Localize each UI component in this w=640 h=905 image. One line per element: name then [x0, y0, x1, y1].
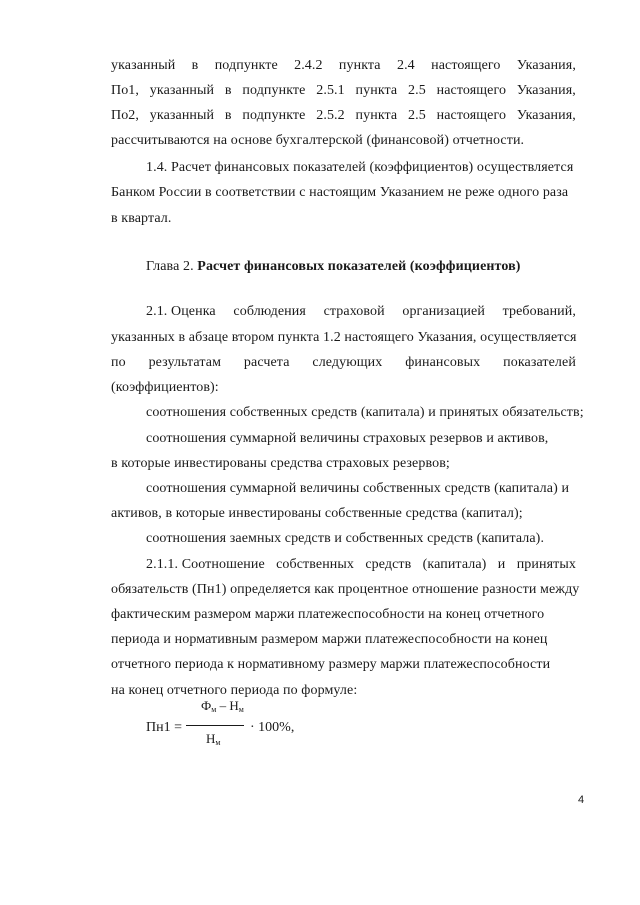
- word: подпункте: [242, 83, 306, 98]
- word: пункта: [338, 58, 381, 73]
- paragraph-line: в квартал.: [111, 211, 172, 226]
- list-item-continuation: активов, в которые инвестированы собственные средства (капитал);: [111, 506, 523, 521]
- list-item-continuation: в которые инвестированы средства страховых резервов;: [111, 456, 450, 471]
- word: по: [111, 355, 126, 370]
- word: принятых: [516, 557, 576, 572]
- word: 2.5: [408, 83, 426, 98]
- word: организацией: [402, 304, 485, 319]
- paragraph-line: Банком России в соответствии с настоящим Указанием не реже одного раза: [111, 185, 569, 200]
- chapter-title: Расчет финансовых показателей (коэффициентов): [197, 259, 521, 274]
- word: 2.1. Оценка: [146, 304, 216, 319]
- denominator-term: Н: [206, 731, 216, 746]
- word: Указания,: [516, 58, 576, 73]
- formula-denominator: [206, 731, 220, 751]
- formula-numerator: [201, 698, 244, 718]
- paragraph-line: [111, 354, 576, 371]
- word: 2.5.2: [316, 108, 345, 123]
- denominator-term-subscript: м: [215, 738, 221, 747]
- word: настоящего: [436, 83, 507, 98]
- word: Указания,: [516, 108, 576, 123]
- chapter-heading: [146, 258, 521, 275]
- word: в: [224, 83, 232, 98]
- word: указанный: [149, 108, 215, 123]
- numerator-term-b-subscript: м: [238, 705, 244, 714]
- word: указанный: [149, 83, 215, 98]
- word: в: [191, 58, 199, 73]
- minus-sign: –: [216, 698, 230, 713]
- paragraph-line: 1.4. Расчет финансовых показателей (коэффициентов) осуществляется: [146, 160, 574, 175]
- word: Указания,: [516, 83, 576, 98]
- formula-multiplier: · 100%,: [250, 720, 295, 735]
- numerator-term-a: Ф: [201, 698, 212, 713]
- paragraph-line: обязательств (Пн1) определяется как процентное отношение разности между: [111, 582, 580, 597]
- word: в: [224, 108, 232, 123]
- paragraph-line: на конец отчетного периода по формуле:: [111, 683, 358, 698]
- paragraph-line: рассчитываются на основе бухгалтерской (финансовой) отчетности.: [111, 133, 525, 148]
- word: средств: [365, 557, 412, 572]
- paragraph-line: (коэффициентов):: [111, 380, 219, 395]
- word: 2.5.1: [316, 83, 345, 98]
- paragraph-line: фактическим размером маржи платежеспособности на конец отчетного: [111, 607, 545, 622]
- paragraph-line: [111, 82, 576, 99]
- word: 2.4.2: [294, 58, 323, 73]
- word: пункта: [355, 108, 398, 123]
- word: соблюдения: [233, 304, 306, 319]
- paragraph-line: [111, 57, 576, 74]
- word: 2.5: [408, 108, 426, 123]
- paragraph-line: отчетного периода к нормативному размеру маржи платежеспособности: [111, 657, 551, 672]
- word: результатам: [148, 355, 222, 370]
- word: указанный: [111, 58, 176, 73]
- word: 2.1.1. Соотношение: [146, 557, 265, 572]
- paragraph-line: указанных в абзаце втором пункта 1.2 настоящего Указания, осуществляется: [111, 330, 577, 345]
- word: По2,: [111, 108, 140, 123]
- word: страховой: [323, 304, 385, 319]
- word: следующих: [312, 355, 383, 370]
- word: 2.4: [396, 58, 415, 73]
- numerator-term-b: Н: [229, 698, 239, 713]
- word: подпункте: [214, 58, 278, 73]
- word: (капитала): [422, 557, 487, 572]
- list-item: соотношения суммарной величины страховых резервов и активов,: [146, 431, 549, 446]
- word: расчета: [243, 355, 290, 370]
- page-number: 4: [578, 794, 585, 806]
- chapter-number: Глава 2.: [146, 259, 194, 274]
- formula-lhs: Пн1 =: [146, 720, 182, 735]
- word: подпункте: [242, 108, 306, 123]
- word: настоящего: [431, 58, 501, 73]
- word: требований,: [502, 304, 576, 319]
- paragraph-line: периода и нормативным размером маржи платежеспособности на конец: [111, 632, 548, 647]
- list-item: соотношения собственных средств (капитала) и принятых обязательств;: [146, 405, 584, 420]
- numerator-term-a-subscript: м: [211, 705, 217, 714]
- paragraph-line: [146, 556, 576, 573]
- paragraph-line: [146, 303, 576, 320]
- word: финансовых: [405, 355, 481, 370]
- word: настоящего: [436, 108, 507, 123]
- paragraph-line: [111, 107, 576, 124]
- list-item: соотношения заемных средств и собственных средств (капитала).: [146, 531, 545, 546]
- list-item: соотношения суммарной величины собственных средств (капитала) и: [146, 481, 570, 496]
- fraction-bar: [186, 725, 244, 726]
- word: собственных: [276, 557, 354, 572]
- word: показателей: [503, 355, 576, 370]
- word: и: [497, 557, 506, 572]
- word: По1,: [111, 83, 140, 98]
- word: пункта: [355, 83, 398, 98]
